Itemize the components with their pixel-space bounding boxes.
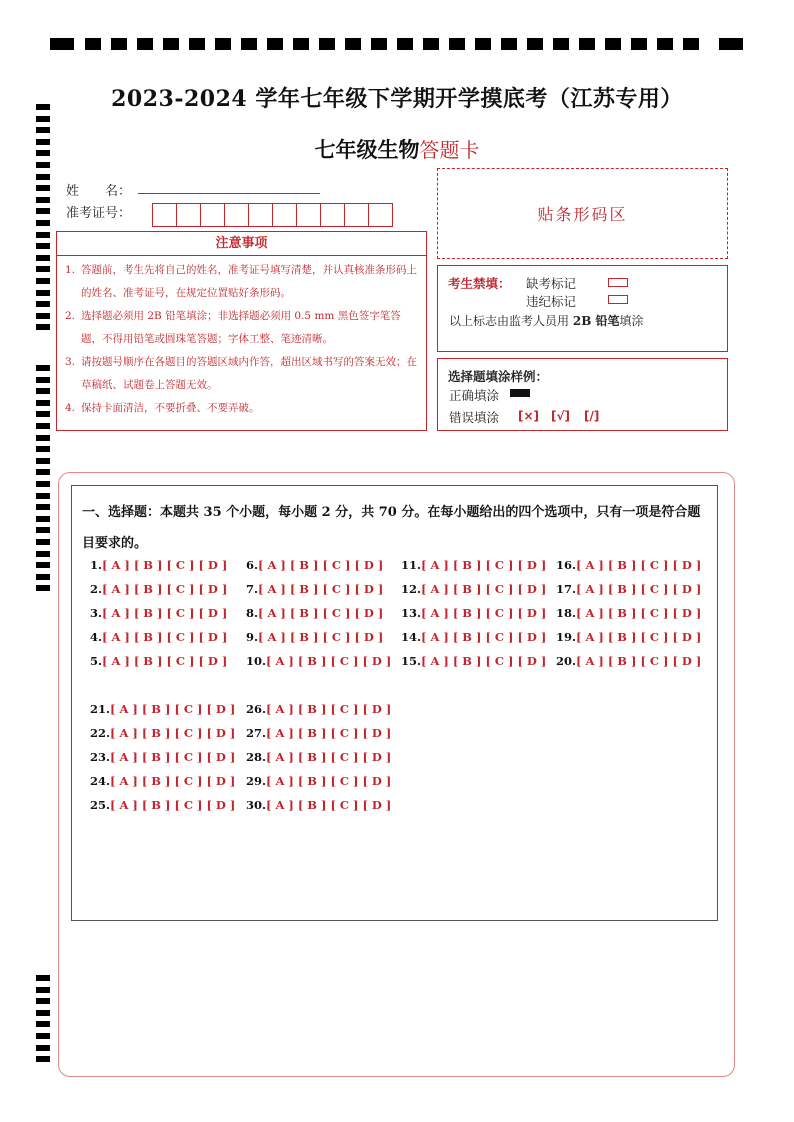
timing-mark — [111, 38, 127, 50]
wrong-fill-label: 错误填涂 — [449, 410, 500, 425]
timing-mark — [36, 174, 50, 180]
answer-options[interactable]: [ A ] [ B ] [ C ] [ D ] — [266, 702, 392, 716]
timing-mark — [345, 38, 361, 50]
timing-mark — [36, 411, 50, 417]
timing-mark — [36, 197, 50, 203]
question-23[interactable] — [90, 750, 235, 764]
timing-mark — [371, 38, 387, 50]
timing-mark — [36, 1021, 50, 1027]
question-1[interactable] — [90, 558, 227, 572]
proctor-note-prefix: 以上标志由监考人员用 — [449, 314, 570, 328]
question-number: 5. — [90, 654, 103, 668]
answer-options[interactable]: [ A ] [ B ] [ C ] [ D ] — [110, 798, 236, 812]
notice-text: 答题前，考生先将自己的姓名，准考证号填写清楚，并认真核准条形码上的姓名、准考证号，在规定位置贴好条形码。 — [81, 264, 417, 299]
timing-mark — [50, 38, 74, 50]
exam-id-digit-box[interactable] — [368, 203, 393, 227]
timing-mark — [36, 313, 50, 319]
answer-options[interactable]: [ A ] [ B ] [ C ] [ D ] — [102, 582, 228, 596]
question-13[interactable] — [401, 606, 546, 620]
answer-options[interactable]: [ A ] [ B ] [ C ] [ D ] — [421, 654, 547, 668]
answer-options[interactable]: [ A ] [ B ] [ C ] [ D ] — [110, 774, 236, 788]
answer-options[interactable]: [ A ] [ B ] [ C ] [ D ] — [576, 606, 702, 620]
question-9[interactable] — [246, 630, 383, 644]
exam-id-digit-box[interactable] — [272, 203, 297, 227]
exam-id-digit-box[interactable] — [200, 203, 225, 227]
timing-mark — [36, 987, 50, 993]
question-number: 21. — [90, 702, 111, 716]
question-number: 12. — [401, 582, 422, 596]
absent-mark-box[interactable] — [608, 278, 628, 287]
answer-options[interactable]: [ A ] [ B ] [ C ] [ D ] — [258, 606, 384, 620]
notice-panel — [56, 231, 427, 431]
answer-options[interactable]: [ A ] [ B ] [ C ] [ D ] — [258, 582, 384, 596]
name-label: 姓 名： — [66, 184, 132, 199]
question-number: 19. — [556, 630, 577, 644]
question-26[interactable] — [246, 702, 391, 716]
question-20[interactable] — [556, 654, 701, 668]
question-17[interactable] — [556, 582, 701, 596]
exam-id-digit-box[interactable] — [248, 203, 273, 227]
answer-options[interactable]: [ A ] [ B ] [ C ] [ D ] — [258, 630, 384, 644]
timing-mark — [605, 38, 621, 50]
timing-mark — [397, 38, 413, 50]
notice-num: 2. — [65, 310, 76, 322]
wrong-fill-mark: [×] — [518, 409, 540, 423]
timing-mark — [36, 220, 50, 226]
answer-options[interactable]: [ A ] [ B ] [ C ] [ D ] — [102, 558, 228, 572]
question-14[interactable] — [401, 630, 546, 644]
name-field[interactable] — [138, 193, 320, 194]
answer-options[interactable]: [ A ] [ B ] [ C ] [ D ] — [110, 702, 236, 716]
exam-title: 2023-2024 学年七年级下学期开学摸底考（江苏专用） — [111, 86, 683, 112]
question-number: 6. — [246, 558, 259, 572]
notice-num: 1. — [65, 264, 76, 276]
timing-mark — [36, 527, 50, 533]
answer-options[interactable]: [ A ] [ B ] [ C ] [ D ] — [266, 774, 392, 788]
question-21[interactable] — [90, 702, 235, 716]
answer-options[interactable]: [ A ] [ B ] [ C ] [ D ] — [266, 798, 392, 812]
timing-mark — [423, 38, 439, 50]
question-number: 9. — [246, 630, 259, 644]
question-12[interactable] — [401, 582, 546, 596]
timing-mark — [36, 290, 50, 296]
question-number: 30. — [246, 798, 267, 812]
timing-mark — [36, 423, 50, 429]
timing-mark — [553, 38, 569, 50]
proctor-note — [449, 312, 644, 329]
top-timing-marks — [50, 38, 745, 50]
timing-mark — [36, 127, 50, 133]
answer-options[interactable]: [ A ] [ B ] [ C ] [ D ] — [258, 558, 384, 572]
question-7[interactable] — [246, 582, 383, 596]
question-number: 28. — [246, 750, 267, 764]
answer-options[interactable]: [ A ] [ B ] [ C ] [ D ] — [102, 606, 228, 620]
question-number: 13. — [401, 606, 422, 620]
correct-fill-label: 正确填涂 — [449, 388, 500, 403]
notice-text: 保持卡面清洁，不要折叠、不要弄破。 — [81, 402, 260, 414]
question-5[interactable] — [90, 654, 227, 668]
timing-mark — [189, 38, 205, 50]
question-15[interactable] — [401, 654, 546, 668]
timing-mark — [36, 278, 50, 284]
question-number: 29. — [246, 774, 267, 788]
question-number: 25. — [90, 798, 111, 812]
question-6[interactable] — [246, 558, 383, 572]
answer-options[interactable]: [ A ] [ B ] [ C ] [ D ] — [576, 630, 702, 644]
question-2[interactable] — [90, 582, 227, 596]
timing-mark — [579, 38, 595, 50]
timing-mark — [527, 38, 543, 50]
answer-options[interactable]: [ A ] [ B ] [ C ] [ D ] — [576, 654, 702, 668]
timing-mark — [36, 266, 50, 272]
answer-options[interactable]: [ A ] [ B ] [ C ] [ D ] — [421, 630, 547, 644]
question-number: 22. — [90, 726, 111, 740]
exam-id-digit-box[interactable] — [320, 203, 345, 227]
timing-mark — [36, 243, 50, 249]
subject-label: 七年级生物 — [314, 137, 420, 162]
timing-mark — [36, 446, 50, 452]
question-10[interactable] — [246, 654, 391, 668]
timing-mark — [36, 574, 50, 580]
question-3[interactable] — [90, 606, 227, 620]
wrong-fill-mark: [√] — [551, 409, 570, 423]
timing-mark — [36, 585, 50, 591]
timing-mark — [36, 255, 50, 261]
answer-options[interactable]: [ A ] [ B ] [ C ] [ D ] — [266, 726, 392, 740]
timing-mark — [36, 365, 50, 371]
question-number: 1. — [90, 558, 103, 572]
timing-mark — [36, 301, 50, 307]
proctor-title: 考生禁填： — [448, 276, 511, 291]
answer-options[interactable]: [ A ] [ B ] [ C ] [ D ] — [421, 558, 547, 572]
question-number: 24. — [90, 774, 111, 788]
timing-mark — [36, 562, 50, 568]
exam-id-digit-box[interactable] — [176, 203, 201, 227]
timing-mark — [36, 998, 50, 1004]
timing-mark — [36, 435, 50, 441]
fill-sample-panel — [437, 358, 728, 431]
wrong-fill-mark: [/] — [584, 409, 600, 423]
notice-num: 4. — [65, 402, 76, 414]
timing-mark — [36, 975, 50, 981]
timing-mark — [36, 1010, 50, 1016]
timing-mark — [36, 551, 50, 557]
timing-mark — [36, 400, 50, 406]
timing-mark — [631, 38, 647, 50]
answer-options[interactable]: [ A ] [ B ] [ C ] [ D ] — [421, 606, 547, 620]
timing-mark — [163, 38, 179, 50]
timing-mark — [475, 38, 491, 50]
question-number: 8. — [246, 606, 259, 620]
exam-id-boxes[interactable] — [152, 203, 392, 227]
question-4[interactable] — [90, 630, 227, 644]
question-28[interactable] — [246, 750, 391, 764]
timing-mark — [36, 377, 50, 383]
answer-options[interactable]: [ A ] [ B ] [ C ] [ D ] — [576, 558, 702, 572]
timing-mark — [319, 38, 335, 50]
timing-mark — [36, 469, 50, 475]
notice-item — [65, 397, 421, 420]
notice-text: 请按题号顺序在各题目的答题区域内作答，超出区域书写的答案无效；在草稿纸、试题卷上答题无效。 — [81, 356, 417, 391]
question-25[interactable] — [90, 798, 235, 812]
question-number: 4. — [90, 630, 103, 644]
proctor-note-bold: 2B 铅笔 — [572, 314, 620, 328]
sample-title: 选择题填涂样例： — [448, 369, 549, 384]
answer-card-label: 答题卡 — [419, 138, 480, 162]
question-number: 7. — [246, 582, 259, 596]
timing-mark — [36, 1033, 50, 1039]
question-number: 2. — [90, 582, 103, 596]
notice-text: 选择题必须用 2B 铅笔填涂；非选择题必须用 0.5 mm 黑色签字笔答题，不得用铅笔或圆珠笔答题；字体工整、笔迹清晰。 — [81, 310, 401, 345]
question-22[interactable] — [90, 726, 235, 740]
timing-mark — [36, 116, 50, 122]
question-8[interactable] — [246, 606, 383, 620]
timing-mark — [267, 38, 283, 50]
question-16[interactable] — [556, 558, 701, 572]
exam-id-digit-box[interactable] — [224, 203, 249, 227]
question-number: 26. — [246, 702, 267, 716]
answer-options[interactable]: [ A ] [ B ] [ C ] [ D ] — [102, 654, 228, 668]
question-number: 18. — [556, 606, 577, 620]
notice-item — [65, 259, 421, 305]
question-number: 23. — [90, 750, 111, 764]
timing-mark — [683, 38, 699, 50]
timing-mark — [719, 38, 743, 50]
timing-mark — [36, 493, 50, 499]
exam-id-label: 准考证号： — [66, 206, 132, 221]
question-29[interactable] — [246, 774, 391, 788]
question-number: 10. — [246, 654, 267, 668]
timing-mark — [36, 1045, 50, 1051]
notice-item — [65, 305, 421, 351]
timing-mark — [241, 38, 257, 50]
timing-mark — [215, 38, 231, 50]
timing-mark — [85, 38, 101, 50]
absent-label: 缺考标记 — [526, 276, 577, 291]
timing-mark — [36, 324, 50, 330]
question-27[interactable] — [246, 726, 391, 740]
timing-mark — [36, 388, 50, 394]
question-number: 15. — [401, 654, 422, 668]
notice-num: 3. — [65, 356, 76, 368]
question-24[interactable] — [90, 774, 235, 788]
timing-mark — [36, 504, 50, 510]
timing-mark — [293, 38, 309, 50]
notice-item — [65, 351, 421, 397]
timing-mark — [36, 1056, 50, 1062]
timing-mark — [36, 481, 50, 487]
question-19[interactable] — [556, 630, 701, 644]
section-heading: 一、选择题：本题共 35 个小题，每小题 2 分，共 70 分。在每小题给出的四个选项中，只有一项是符合题目要求的。 — [82, 505, 701, 551]
timing-mark — [449, 38, 465, 50]
exam-id-digit-box[interactable] — [152, 203, 177, 227]
answer-options[interactable]: [ A ] [ B ] [ C ] [ D ] — [110, 726, 236, 740]
exam-subtitle — [0, 134, 794, 164]
barcode-area — [437, 168, 728, 259]
barcode-label: 贴条形码区 — [537, 205, 628, 224]
timing-mark — [137, 38, 153, 50]
timing-mark — [501, 38, 517, 50]
question-number: 17. — [556, 582, 577, 596]
exam-id-digit-box[interactable] — [344, 203, 369, 227]
exam-id-digit-box[interactable] — [296, 203, 321, 227]
timing-mark — [36, 458, 50, 464]
answer-options[interactable]: [ A ] [ B ] [ C ] [ D ] — [110, 750, 236, 764]
answer-options[interactable]: [ A ] [ B ] [ C ] [ D ] — [266, 654, 392, 668]
proctor-note-suffix: 填涂 — [619, 314, 644, 328]
question-number: 3. — [90, 606, 103, 620]
question-11[interactable] — [401, 558, 546, 572]
timing-mark — [36, 232, 50, 238]
question-30[interactable] — [246, 798, 391, 812]
answer-options[interactable]: [ A ] [ B ] [ C ] [ D ] — [102, 630, 228, 644]
question-number: 27. — [246, 726, 267, 740]
proctor-marks-panel — [437, 265, 728, 352]
timing-mark — [36, 185, 50, 191]
timing-mark — [36, 516, 50, 522]
correct-fill-mark — [510, 389, 530, 397]
timing-mark — [657, 38, 673, 50]
violation-mark-box[interactable] — [608, 295, 628, 304]
question-number: 14. — [401, 630, 422, 644]
violation-label: 违纪标记 — [526, 294, 577, 309]
answer-options[interactable]: [ A ] [ B ] [ C ] [ D ] — [266, 750, 392, 764]
timing-mark — [36, 539, 50, 545]
notice-title: 注意事项 — [57, 232, 426, 256]
question-number: 11. — [401, 558, 422, 572]
answer-options[interactable]: [ A ] [ B ] [ C ] [ D ] — [576, 582, 702, 596]
question-number: 20. — [556, 654, 577, 668]
question-number: 16. — [556, 558, 577, 572]
timing-mark — [36, 208, 50, 214]
question-18[interactable] — [556, 606, 701, 620]
answer-options[interactable]: [ A ] [ B ] [ C ] [ D ] — [421, 582, 547, 596]
